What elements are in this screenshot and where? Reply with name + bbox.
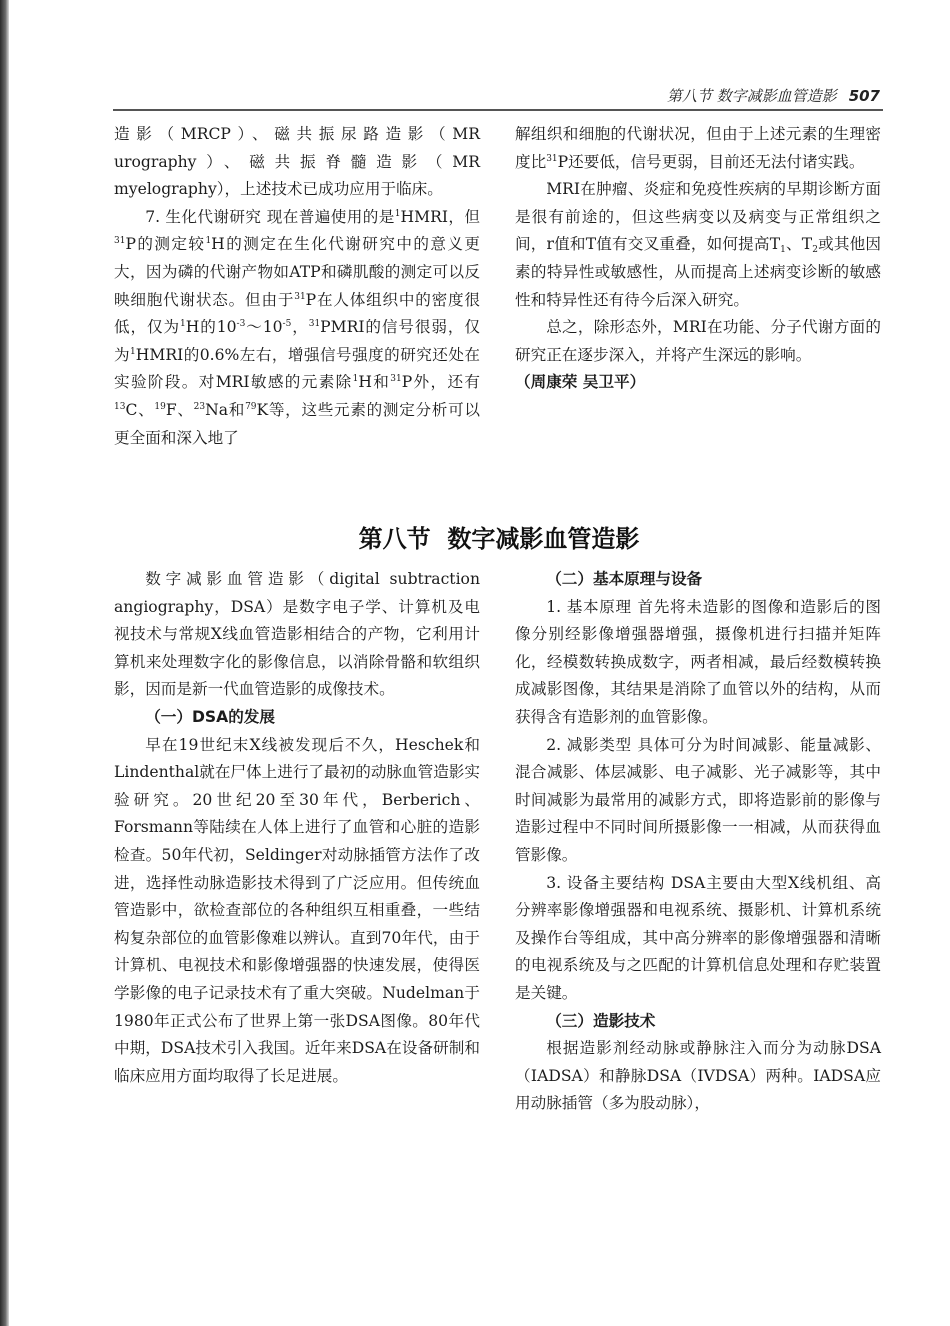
paragraph-equipment-structure: 3. 设备主要结构 DSA主要由大型X线机组、高分辨率影像增强器和电视系统、摄影机、计算机系统及操作台等组成，其中高分辨率的影像增强器和清晰的电视系统及与之匹配的计算机信息处理和存贮装置是关键。 [515,873,881,1002]
paragraph-mri-diagnosis: MRI在肿瘤、炎症和免疫性疾病的早期诊断方面是很有前途的，但这些病变以及病变与正常组织之间，r值和T值有交叉重叠，如何提高$T_1$、$T_2$或其他因素的特异性或敏感性，从而提高上述病变诊断的敏感性和特异性还有待今后深入研究。 [515,180,881,309]
section-title: 第八节 数字减影血管造影 [358,525,640,553]
book-spine-shadow [0,0,9,1326]
paragraph-metabolism-continued: 解组织和细胞的代谢状况，但由于上述元素的生理密度比$^{31}$P还要低，信号更弱，目前还无法付诸实践。 [515,125,881,171]
bottom-left-column [114,566,480,1090]
heading-principle-equipment: （二）基本原理与设备 [546,570,703,588]
paragraph-dsa-intro: 数字减影血管造影（digital subtraction angiography，DSA）是数字电子学、计算机及电视技术与常规X线血管造影相结合的产物，它利用计算机来处理数字化的影像信息，以消除骨骼和软组织影，因而是新一代血管造影的成像技术。 [114,570,480,699]
page-number: 507 [848,87,880,105]
paragraph-biochemical-metabolism: 7. 生化代谢研究 现在普遍使用的是$^1$HMRI，但$^{31}$P的测定较$^1$H的测定在生化代谢研究中的意义更大，因为磷的代谢产物如ATP和磷肌酸的测定可以反映细胞代谢状态。但由于$^{31}$P在人体组织中的密度很低，仅为$^1$H的$10^{-3}\sim 10^{-5}$，$^{31}$PMRI的信号很弱，仅为$^1$HMRI的0.6%左右，增强信号强度的研究还处在实验阶段。对MRI敏感的元素除$^1$H和$^{31}$P外，还有$^{13}$C、$^{19}$F、$^{23}$Na和$^{79}$K等，这些元素的测定分析可以更全面和深入地了 [114,207,480,447]
running-title: 第八节 数字减影血管造影 [666,87,837,105]
paragraph-imaging-technique: 根据造影剂经动脉或静脉注入而分为动脉DSA（IADSA）和静脉DSA（IVDSA）两种。IADSA应用动脉插管（多为股动脉）， [515,1039,881,1113]
paragraph-mri-techniques: 造影（MRCP）、磁共振尿路造影（MR urography）、磁共振脊髓造影（MR myelography），上述技术已成功应用于临床。 [114,125,480,199]
heading-dsa-development: （一）DSA的发展 [145,707,275,726]
running-header [595,84,880,108]
top-left-column [114,121,480,452]
heading-imaging-technique: （三）造影技术 [546,1011,656,1030]
authors: （周康荣 吴卫平） [515,373,646,392]
paragraph-summary: 总之，除形态外，MRI在功能、分子代谢方面的研究正在逐步深入，并将产生深远的影响。 [515,318,881,364]
top-right-column [515,121,881,397]
bottom-right-column [515,566,881,1118]
paragraph-dsa-development: 早在19世纪末X线被发现后不久，Heschek和Lindenthal就在尸体上进行了最初的动脉血管造影实验研究。20世纪20至30年代，Berberich、Forsmann等陆续在人体上进行了血管和心脏的造影检查。50年代初，Seldinger对动脉插管方法作了改进，选择性动脉造影技术得到了广泛应用。但传统血管造影中，欲检查部位的各种组织互相重叠，一些结构复杂部位的血管影像难以辨认。直到70年代，由于计算机、电视技术和影像增强器的快速发展，使得医学影像的电子记录技术有了重大突破。Nudelman于1980年正式公布了世界上第一张DSA图像。80年代中期，DSA技术引入我国。近年来DSA在设备研制和临床应用方面均取得了长足进展。 [114,735,480,1085]
paragraph-subtraction-types: 2. 减影类型 具体可分为时间减影、能量减影、混合减影、体层减影、电子减影、光子减影等，其中时间减影为最常用的减影方式，即将造影前的影像与造影过程中不同时间所摄影像一一相减，从而获得血管影像。 [515,735,881,864]
paragraph-basic-principle: 1. 基本原理 首先将未造影的图像和造影后的图像分别经影像增强器增强，摄像机进行扫描并矩阵化，经模数转换成数字，两者相减，最后经数模转换成减影图像，其结果是消除了血管以外的结构，从而获得含有造影剂的血管影像。 [515,597,881,726]
header-rule [113,109,883,111]
